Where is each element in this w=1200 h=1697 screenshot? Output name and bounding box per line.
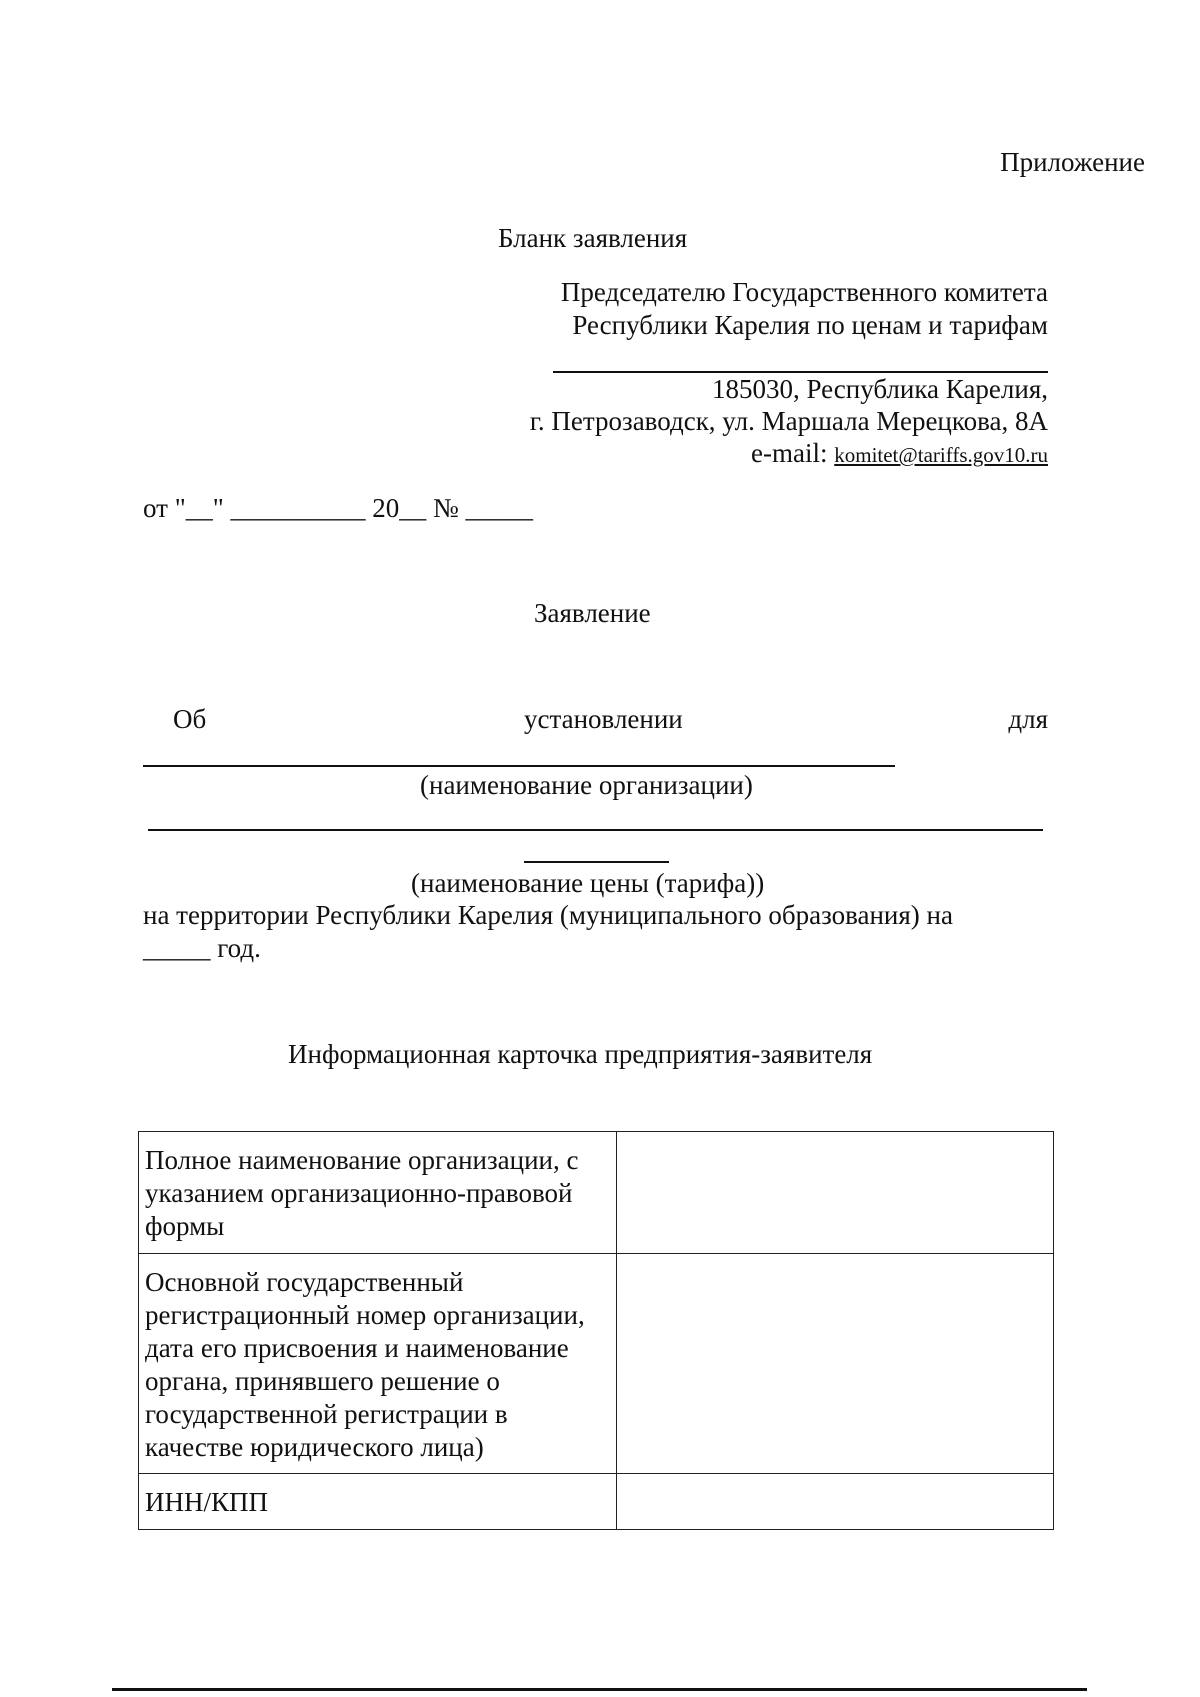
- email-label: e-mail:: [751, 438, 828, 468]
- address-line-2: г. Петрозаводск, ул. Маршала Мерецкова, 8А: [529, 406, 1048, 436]
- org-name-blank: [143, 765, 895, 767]
- email-link[interactable]: komitet@tariffs.gov10.ru: [834, 443, 1048, 467]
- date-number-line: от "__" __________ 20__ № _____: [143, 493, 533, 523]
- card-row-label: Основной государственный регистрационный номер организации, дата его присвоения и наименование органа, принявшего решение о государственной регистрации в качестве юридического лица): [139, 1253, 617, 1474]
- card-row-value[interactable]: [617, 1132, 1054, 1254]
- word-ustanovlenii: установлении: [524, 704, 683, 734]
- card-row-value[interactable]: [617, 1474, 1054, 1530]
- addressee-line-2: Республики Карелия по ценам и тарифам: [572, 310, 1048, 340]
- card-row-label: ИНН/КПП: [139, 1474, 617, 1530]
- addressee-line-1: Председателю Государственного комитета: [560, 277, 1048, 307]
- page-bottom-rule: [112, 1688, 1087, 1691]
- info-card-table: [138, 1131, 1054, 1530]
- territory-line: на территории Республики Карелия (муниципального образования) на: [143, 900, 953, 930]
- address-line-1: 185030, Республика Карелия,: [711, 374, 1048, 404]
- tariff-name-blank-2: [524, 861, 669, 863]
- tariff-name-hint: (наименование цены (тарифа)): [411, 868, 765, 898]
- word-dlya: для: [1008, 704, 1048, 734]
- card-row-value[interactable]: [617, 1253, 1054, 1474]
- tariff-name-blank-1: [148, 829, 1043, 831]
- word-ob: Об: [173, 704, 207, 734]
- org-name-hint: (наименование организации): [420, 770, 753, 800]
- form-title: Бланк заявления: [498, 223, 688, 253]
- table-row: [139, 1132, 1054, 1254]
- card-row-label: Полное наименование организации, с указанием организационно-правовой формы: [139, 1132, 617, 1254]
- card-title: Информационная карточка предприятия-заявителя: [288, 1039, 873, 1069]
- appendix-label: Приложение: [1000, 147, 1145, 177]
- year-line: _____ год.: [143, 933, 261, 963]
- application-heading: Заявление: [534, 598, 651, 628]
- email-line: [751, 437, 1048, 470]
- table-row: [139, 1474, 1054, 1530]
- table-row: [139, 1253, 1054, 1474]
